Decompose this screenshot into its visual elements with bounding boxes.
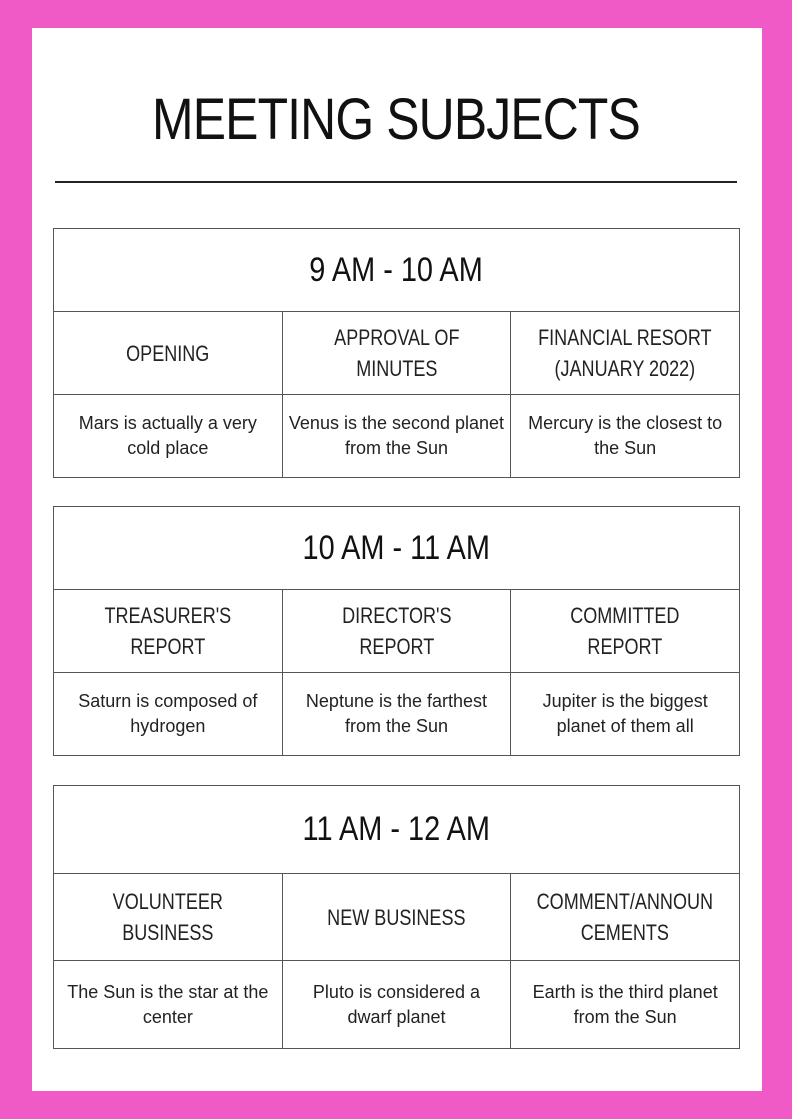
subject-cell: TREASURER'S REPORT	[54, 590, 283, 673]
subject-cell: NEW BUSINESS	[282, 874, 511, 961]
session-table-3	[53, 785, 740, 1049]
subject-cell: FINANCIAL RESORT (JANUARY 2022)	[511, 312, 740, 395]
description-cell: Venus is the second planet from the Sun	[282, 395, 511, 478]
description-cell: Neptune is the farthest from the Sun	[282, 673, 511, 756]
description-cell: Mercury is the closest to the Sun	[511, 395, 740, 478]
session-time: 10 AM - 11 AM	[54, 507, 740, 590]
title-divider	[55, 181, 737, 183]
session-table-1	[53, 228, 740, 478]
description-cell: Jupiter is the biggest planet of them all	[511, 673, 740, 756]
subject-cell: COMMITTED REPORT	[511, 590, 740, 673]
subject-cell: VOLUNTEER BUSINESS	[54, 874, 283, 961]
description-cell: The Sun is the star at the center	[54, 961, 283, 1049]
subject-cell: APPROVAL OF MINUTES	[282, 312, 511, 395]
description-cell: Mars is actually a very cold place	[54, 395, 283, 478]
subject-cell: OPENING	[54, 312, 283, 395]
description-cell: Saturn is composed of hydrogen	[54, 673, 283, 756]
session-time: 11 AM - 12 AM	[54, 786, 740, 874]
session-table-2	[53, 506, 740, 756]
subject-cell: COMMENT/ANNOUNCEMENTS	[511, 874, 740, 961]
session-time: 9 AM - 10 AM	[54, 229, 740, 312]
description-cell: Earth is the third planet from the Sun	[511, 961, 740, 1049]
subject-cell: DIRECTOR'S REPORT	[282, 590, 511, 673]
description-cell: Pluto is considered a dwarf planet	[282, 961, 511, 1049]
page-title: MEETING SUBJECTS	[152, 87, 640, 152]
